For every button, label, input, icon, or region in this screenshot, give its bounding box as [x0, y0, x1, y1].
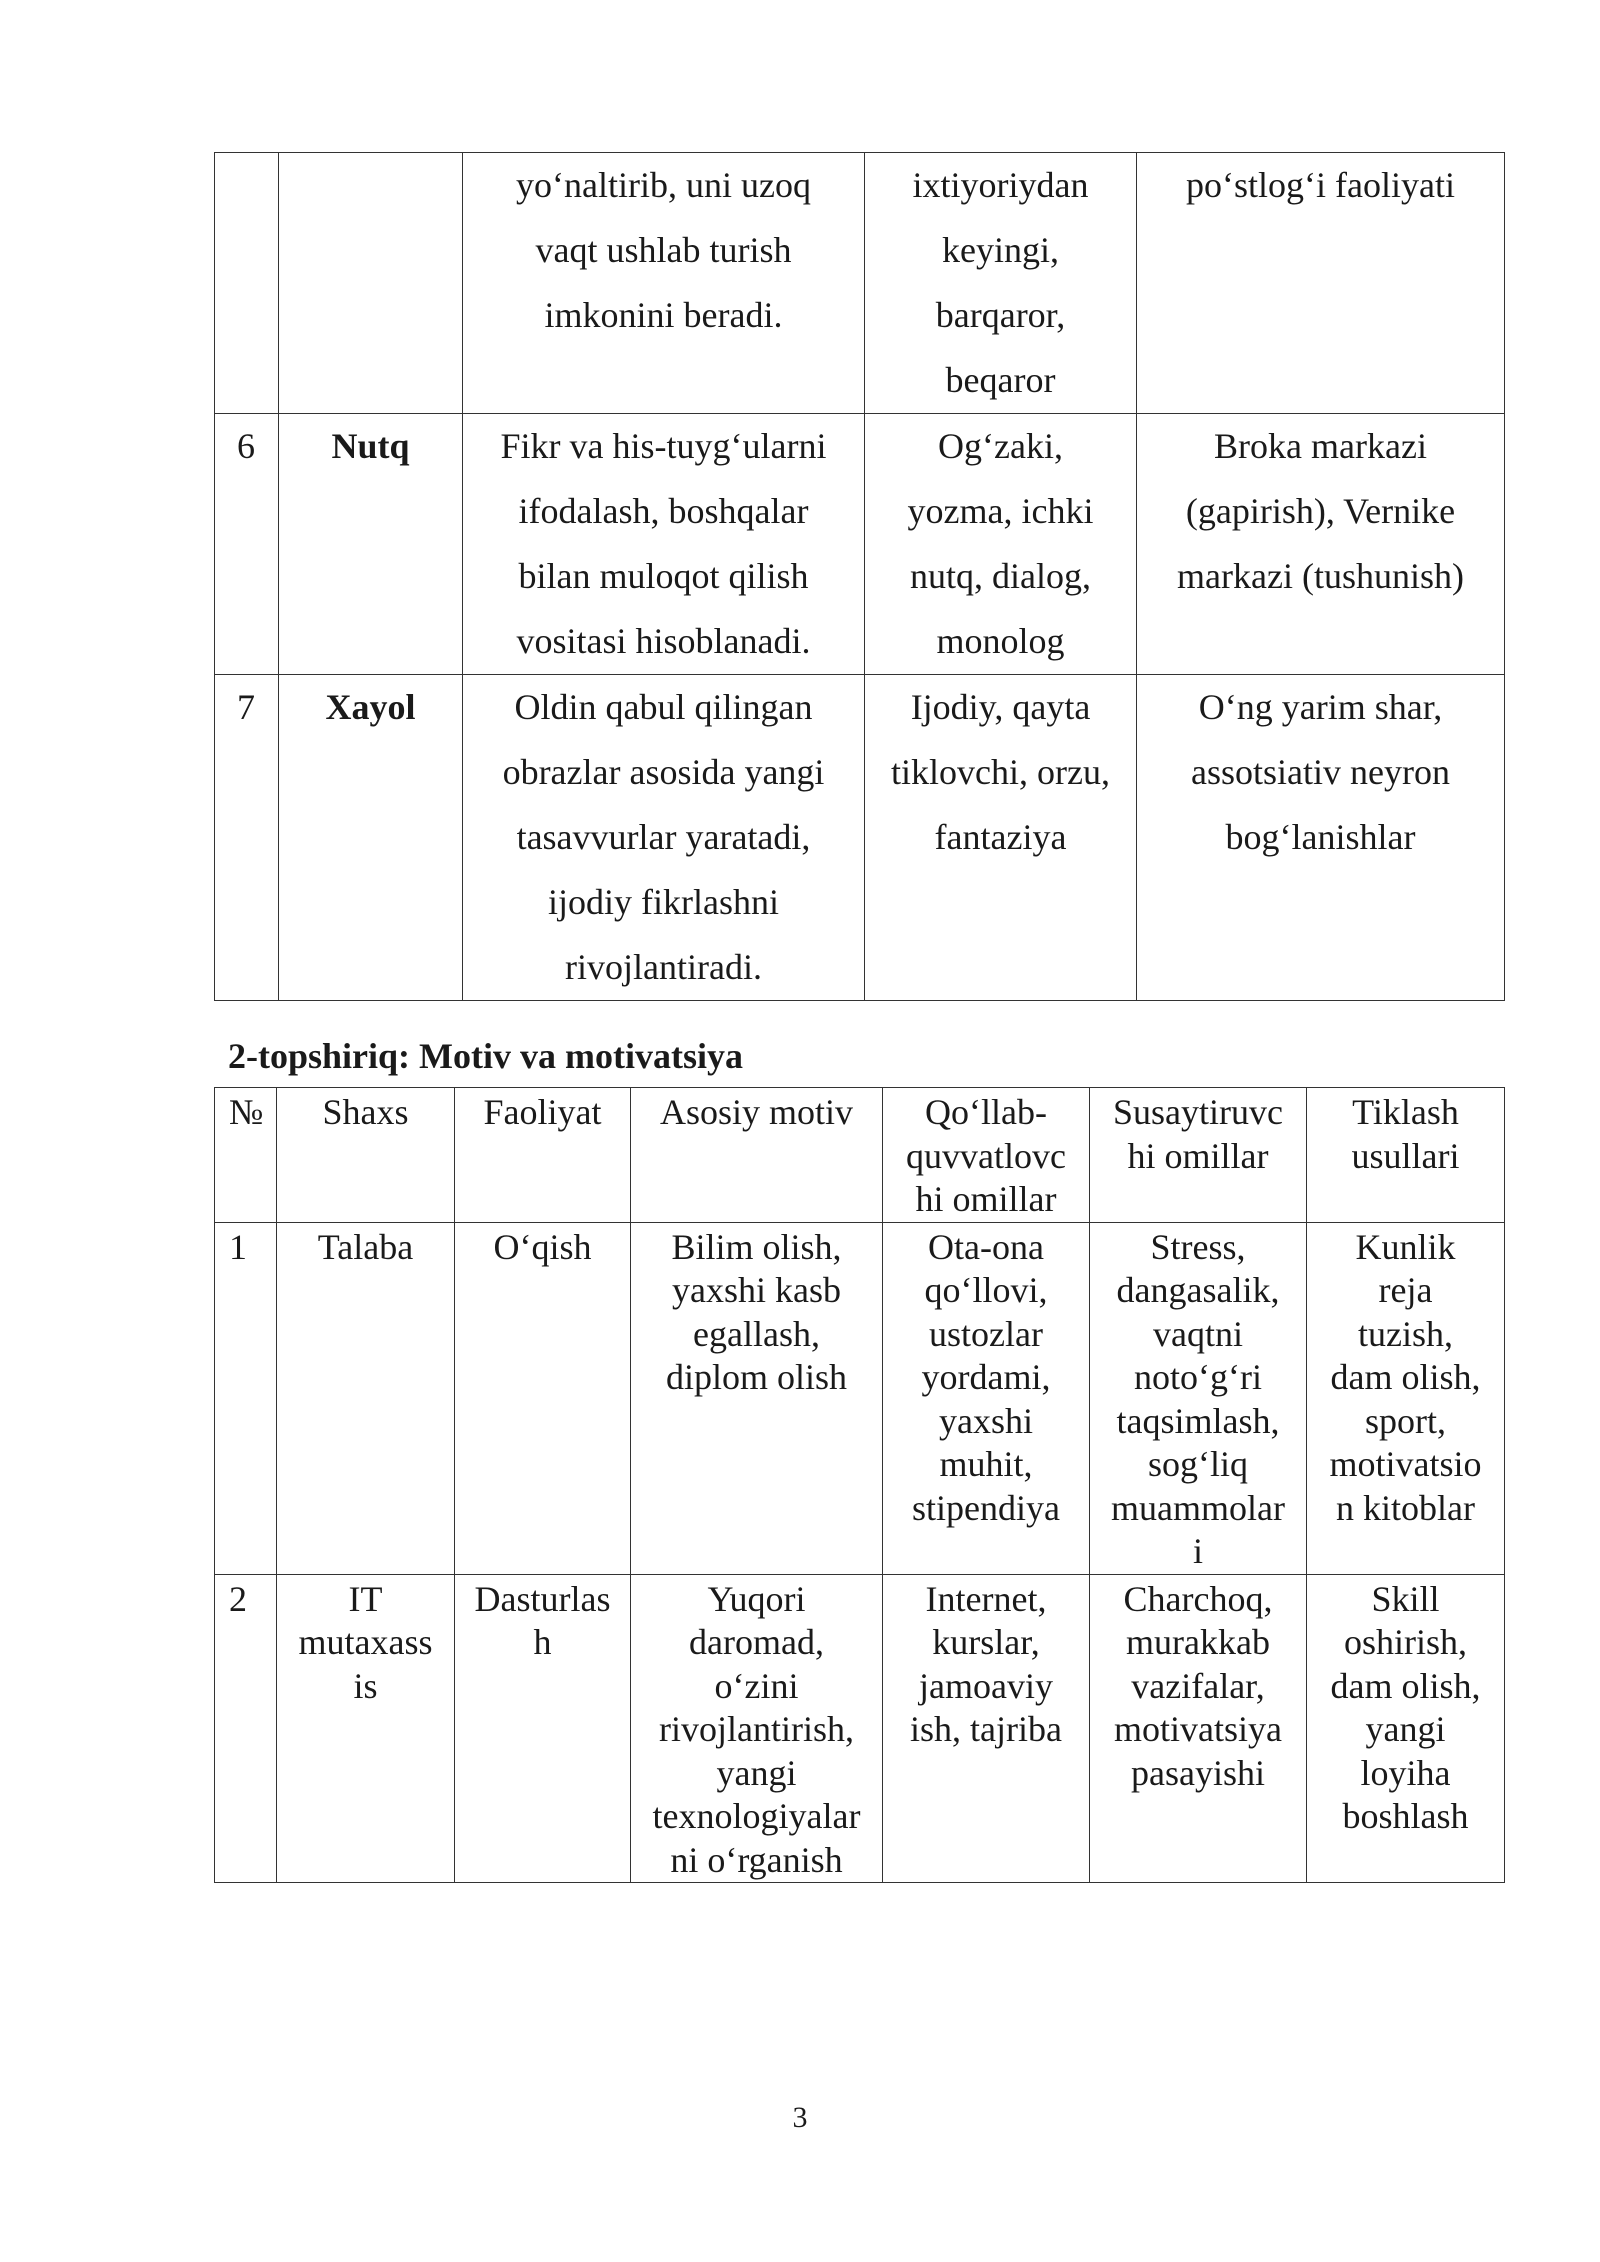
cell-line: o‘zini [714, 1665, 799, 1706]
cognitive-processes-table [214, 152, 1505, 1001]
cell-line: vazifalar, [1131, 1665, 1265, 1706]
cell-line: h [533, 1622, 552, 1662]
cell-line: ish, tajriba [910, 1709, 1062, 1749]
activity [455, 1574, 631, 1883]
cell-line: Ota-ona [928, 1226, 1044, 1267]
cell-line: IT [348, 1578, 383, 1619]
cell-line: bog‘lanishlar [1225, 817, 1416, 857]
header-recovery-methods [1307, 1088, 1505, 1223]
cell-line: Yuqori [707, 1578, 806, 1619]
header-person [277, 1088, 455, 1223]
cell-line: tasavvurlar yaratadi, [516, 817, 811, 857]
brain-areas [1137, 675, 1505, 1001]
recovery-methods [1307, 1222, 1505, 1574]
cell-line: Charchoq, [1123, 1578, 1273, 1619]
row-number: 7 [215, 675, 279, 1001]
cell-line: Faoliyat [483, 1092, 602, 1132]
cell-line: hi omillar [1127, 1135, 1269, 1176]
cell-line: vositasi hisoblanadi. [516, 621, 811, 661]
cell-line: yaxshi kasb [672, 1270, 841, 1310]
header-main-motive [631, 1088, 883, 1223]
cell-line: nutq, dialog, [910, 556, 1091, 596]
process-types [865, 414, 1137, 675]
cell-line: stipendiya [912, 1487, 1060, 1528]
table-row [215, 153, 1505, 414]
cell-line: muhit, [939, 1444, 1033, 1484]
cell-line: reja [1378, 1270, 1433, 1310]
cell-line: mutaxass [298, 1622, 433, 1662]
cell-line: yo‘naltirib, uni uzoq [516, 165, 811, 205]
cell-line: O‘qish [493, 1226, 592, 1267]
cell-line: yangi [1365, 1709, 1446, 1749]
cell-line: Tiklash [1352, 1092, 1459, 1132]
process-types [865, 675, 1137, 1001]
cell-line: yozma, ichki [907, 491, 1094, 531]
header-weakening-factors [1090, 1088, 1307, 1223]
cell-line: Susaytiruvc [1113, 1092, 1283, 1132]
cell-line: Ijodiy, qayta [910, 687, 1091, 727]
cell-line: i [1192, 1531, 1203, 1571]
cell-line: ni o‘rganish [670, 1839, 843, 1880]
cell-line: № [229, 1092, 264, 1132]
cell-line: barqaror, [935, 295, 1066, 335]
row-number: 6 [215, 414, 279, 675]
table-row [215, 1574, 1505, 1883]
cell-line: quvvatlovc [906, 1135, 1066, 1176]
cell-line: fantaziya [934, 817, 1067, 857]
cell-line: vaqt ushlab turish [535, 230, 792, 270]
cell-line: obrazlar asosida yangi [502, 752, 825, 792]
cell-line: egallash, [693, 1313, 820, 1354]
cell-line: pasayishi [1131, 1752, 1265, 1793]
cell-line: 1 [229, 1226, 247, 1267]
cell-line: keyingi, [942, 230, 1059, 270]
cell-line: oshirish, [1343, 1622, 1467, 1662]
cell-line: dangasalik, [1116, 1270, 1280, 1310]
cell-line: noto‘g‘ri [1134, 1357, 1262, 1397]
cell-line: daromad, [689, 1622, 824, 1662]
weakening-factors [1090, 1574, 1307, 1883]
cell-line: murakkab [1126, 1622, 1270, 1662]
cell-line: taqsimlash, [1116, 1400, 1280, 1441]
cell-line: Bilim olish, [671, 1226, 842, 1267]
main-motive [631, 1574, 883, 1883]
main-motive [631, 1222, 883, 1574]
cell-line: hi omillar [915, 1179, 1057, 1219]
process-description [463, 675, 865, 1001]
header-number [215, 1088, 277, 1223]
cell-line: Shaxs [322, 1092, 409, 1132]
header-activity [455, 1088, 631, 1223]
activity [455, 1222, 631, 1574]
cell-line: markazi (tushunish) [1177, 556, 1464, 596]
cell-line: sport, [1365, 1400, 1446, 1441]
cell-line: usullari [1351, 1135, 1460, 1176]
cell-line: ixtiyoriydan [912, 165, 1089, 205]
weakening-factors [1090, 1222, 1307, 1574]
motivation-table [214, 1087, 1505, 1883]
cell-line: ijodiy fikrlashni [548, 882, 779, 922]
supporting-factors [883, 1222, 1090, 1574]
row-number [215, 1222, 277, 1574]
cell-line: monolog [936, 621, 1065, 661]
brain-areas [1137, 414, 1505, 675]
process-description [463, 153, 865, 414]
cell-line: diplom olish [665, 1357, 848, 1397]
cell-line: tuzish, [1358, 1313, 1453, 1354]
cell-line: Oldin qabul qilingan [514, 687, 813, 727]
cell-line: boshlash [1342, 1796, 1469, 1836]
page-number: 3 [792, 2101, 808, 2134]
cell-line: loyiha [1360, 1752, 1451, 1793]
cell-line: O‘ng yarim shar, [1198, 687, 1443, 727]
cell-line: assotsiativ neyron [1191, 752, 1450, 792]
process-name: Nutq [279, 414, 463, 675]
cell-line: texnologiyalar [652, 1796, 861, 1836]
cell-line: beqaror [945, 360, 1056, 400]
person [277, 1222, 455, 1574]
cell-line: Stress, [1150, 1226, 1246, 1267]
cell-line: qo‘llovi, [924, 1270, 1048, 1310]
process-types [865, 153, 1137, 414]
cell-line: Dasturlas [474, 1578, 611, 1619]
cell-line: yaxshi [939, 1400, 1033, 1441]
row-number [215, 1574, 277, 1883]
recovery-methods [1307, 1574, 1505, 1883]
cell-line: yangi [716, 1752, 797, 1793]
cell-line: motivatsiya [1114, 1709, 1282, 1749]
cell-line: muammolar [1111, 1487, 1285, 1528]
cell-line: jamoaviy [919, 1665, 1053, 1706]
cell-line: Broka markazi [1214, 426, 1427, 466]
table-header-row [215, 1088, 1505, 1223]
cell-line: bilan muloqot qilish [518, 556, 809, 596]
cell-line: is [353, 1665, 378, 1706]
cell-line: Asosiy motiv [659, 1092, 854, 1132]
process-name [279, 153, 463, 414]
cell-line: sog‘liq [1147, 1444, 1248, 1484]
task2-title: 2-topshiriq: Motiv va motivatsiya [228, 1036, 743, 1076]
table-row [215, 675, 1505, 1001]
cell-line: Qo‘llab- [925, 1092, 1047, 1132]
cell-line: motivatsio [1329, 1444, 1482, 1484]
cell-line: ifodalash, boshqalar [518, 491, 809, 531]
cell-line: Og‘zaki, [938, 426, 1063, 466]
cell-line: vaqtni [1153, 1313, 1243, 1354]
cell-line: yordami, [921, 1357, 1051, 1397]
cell-line: imkonini beradi. [544, 295, 783, 335]
cell-line: 2 [229, 1578, 247, 1619]
process-name: Xayol [279, 675, 463, 1001]
cell-line: Kunlik [1355, 1226, 1456, 1267]
cell-line: (gapirish), Vernike [1185, 491, 1456, 531]
cell-line: po‘stlog‘i faoliyati [1186, 165, 1455, 205]
person [277, 1574, 455, 1883]
cell-line: Fikr va his-tuyg‘ularni [500, 426, 827, 466]
supporting-factors [883, 1574, 1090, 1883]
table-row [215, 1222, 1505, 1574]
header-supporting-factors [883, 1088, 1090, 1223]
process-description [463, 414, 865, 675]
cell-line: Skill [1371, 1578, 1440, 1619]
cell-line: rivojlantiradi. [565, 947, 762, 987]
row-number [215, 153, 279, 414]
cell-line: dam olish, [1330, 1665, 1481, 1706]
brain-areas [1137, 153, 1505, 414]
cell-line: tiklovchi, orzu, [891, 752, 1110, 792]
cell-line: ustozlar [929, 1313, 1043, 1354]
cell-line: Talaba [317, 1226, 414, 1267]
table-row [215, 414, 1505, 675]
cell-line: rivojlantirish, [659, 1709, 854, 1749]
cell-line: n kitoblar [1336, 1487, 1475, 1528]
cell-line: dam olish, [1330, 1357, 1481, 1397]
cell-line: Internet, [925, 1578, 1047, 1619]
cell-line: kurslar, [932, 1622, 1040, 1662]
